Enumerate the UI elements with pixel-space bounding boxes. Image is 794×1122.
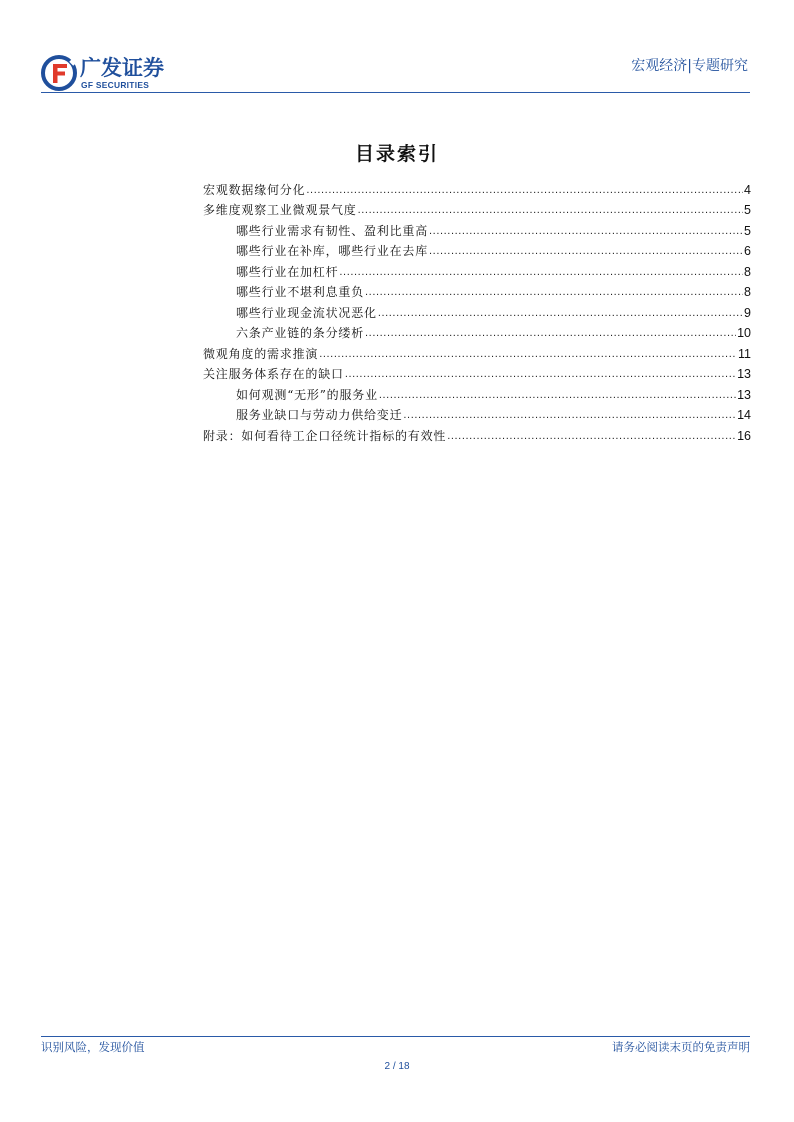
toc-dot-leader — [358, 202, 743, 218]
toc-entry-text: 哪些行业不堪利息重负 — [236, 285, 365, 299]
toc-entry-page: 11 — [738, 346, 751, 361]
toc-entry-page: 8 — [744, 264, 751, 279]
toc-entry-page: 16 — [737, 428, 751, 443]
toc-entry-text: 关注服务体系存在的缺口 — [203, 367, 344, 381]
report-section-label: 宏观经济|专题研究 — [631, 58, 748, 74]
toc-dot-leader — [365, 284, 743, 300]
toc-entry[interactable] — [203, 362, 751, 383]
toc-entry-text: 哪些行业现金流状况恶化 — [236, 305, 377, 320]
table-of-contents — [203, 177, 751, 444]
toc-subentry[interactable] — [203, 300, 751, 321]
logo-english-name: GF SECURITIES — [81, 80, 150, 90]
toc-entry-page: 13 — [737, 367, 751, 381]
toc-dot-leader — [339, 264, 743, 280]
toc-dot-leader — [378, 305, 743, 321]
toc-entry[interactable] — [203, 177, 751, 198]
toc-entry-text: 哪些行业在补库，哪些行业在去库 — [236, 244, 429, 258]
gf-logo-mark-icon — [41, 55, 77, 91]
toc-entry-page: 4 — [744, 182, 751, 197]
toc-entry-page: 5 — [744, 203, 751, 217]
toc-entry-text: 宏观数据缘何分化 — [203, 182, 306, 197]
toc-entry-text: 服务业缺口与劳动力供给变迁 — [236, 408, 403, 422]
toc-dot-leader — [345, 366, 736, 382]
toc-entry-text: 微观角度的需求推演 — [203, 346, 319, 361]
toc-entry-page: 5 — [744, 223, 751, 238]
toc-entry[interactable] — [203, 341, 751, 362]
logo-chinese-name: 广发证券 — [80, 56, 164, 80]
toc-subentry[interactable] — [203, 239, 751, 260]
toc-entry-page: 14 — [737, 408, 751, 422]
toc-entry[interactable] — [203, 423, 751, 444]
toc-subentry[interactable] — [203, 259, 751, 280]
toc-entry-text: 附录：如何看待工企口径统计指标的有效性 — [203, 428, 447, 443]
toc-entry-text: 六条产业链的条分缕析 — [236, 326, 365, 340]
toc-entry[interactable] — [203, 198, 751, 219]
toc-entry-page: 10 — [737, 326, 751, 340]
toc-dot-leader — [319, 346, 737, 362]
gf-securities-logo — [41, 55, 171, 93]
toc-entry-page: 8 — [744, 285, 751, 299]
toc-entry-page: 6 — [744, 244, 751, 258]
header-divider — [41, 92, 750, 93]
toc-entry-text: 哪些行业需求有韧性、盈利比重高 — [236, 223, 429, 238]
page-indicator: 2 / 18 — [384, 1061, 410, 1072]
toc-subentry[interactable] — [203, 321, 751, 342]
footer-disclaimer-note: 请务必阅读末页的免责声明 — [612, 1040, 750, 1054]
toc-dot-leader — [365, 325, 736, 341]
toc-dot-leader — [403, 407, 736, 423]
toc-dot-leader — [447, 428, 736, 444]
footer-divider — [41, 1036, 750, 1037]
toc-subentry[interactable] — [203, 382, 751, 403]
toc-title: 目录索引 — [354, 143, 439, 165]
footer-slogan: 识别风险，发现价值 — [41, 1040, 145, 1054]
toc-dot-leader — [379, 387, 736, 403]
toc-entry-text: 如何观测“无形”的服务业 — [236, 387, 378, 402]
toc-entry-page: 13 — [737, 387, 751, 402]
toc-dot-leader — [429, 223, 743, 239]
toc-entry-page: 9 — [744, 305, 751, 320]
toc-subentry[interactable] — [203, 280, 751, 301]
toc-subentry[interactable] — [203, 403, 751, 424]
toc-dot-leader — [429, 243, 743, 259]
toc-entry-text: 哪些行业在加杠杆 — [236, 264, 339, 279]
toc-dot-leader — [306, 182, 743, 198]
toc-entry-text: 多维度观察工业微观景气度 — [203, 203, 357, 217]
toc-subentry[interactable] — [203, 218, 751, 239]
